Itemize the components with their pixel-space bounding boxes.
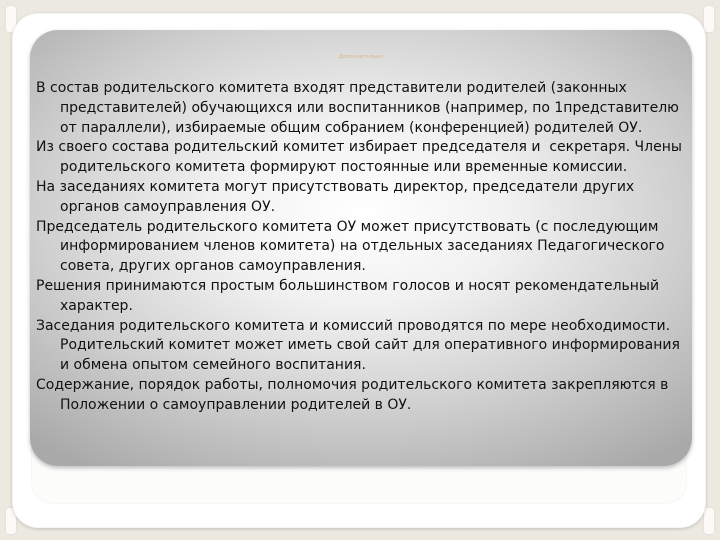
paragraph-4: Председатель родительского комитета ОУ может присутствовать (с последующим информированием членов комитета) на отдельных заседаниях Педагогического совета, других органов самоуправления.: [36, 218, 669, 275]
paragraph-3: На заседаниях комитета могут присутствовать директор, председатели других органов самоуправления ОУ.: [36, 178, 639, 215]
paragraph-1: В состав родительского комитета входят представители родителей (законных представителей) обучающихся или воспитанников (например, по 1представителю от параллели), избираемые общим собранием (конференцией) родителей ОУ.: [36, 80, 684, 136]
paragraph-6: Заседания родительского комитета и комиссий проводятся по мере необходимости. Родительский комитет может иметь свой сайт для оперативного информирования и обмена опытом семейного воспитания.: [36, 317, 685, 374]
corner-accent-top-right: [704, 6, 714, 32]
paragraph-2: Из своего состава родительский комитет избирает председателя и секретаря. Члены родительского комитета формируют постоянные или временные комиссии.: [36, 139, 687, 176]
body-text: [36, 79, 687, 416]
content-panel: [30, 30, 692, 466]
paragraph-5: Решения принимаются простым большинством голосов и носят рекомендательный характер.: [36, 277, 664, 314]
slide-title: Дополнительно: [338, 54, 384, 60]
paragraph-7: Содержание, порядок работы, полномочия родительского комитета закрепляются в Положении о самоуправлении родителей в ОУ.: [36, 376, 678, 413]
corner-accent-bottom-right: [704, 508, 714, 534]
